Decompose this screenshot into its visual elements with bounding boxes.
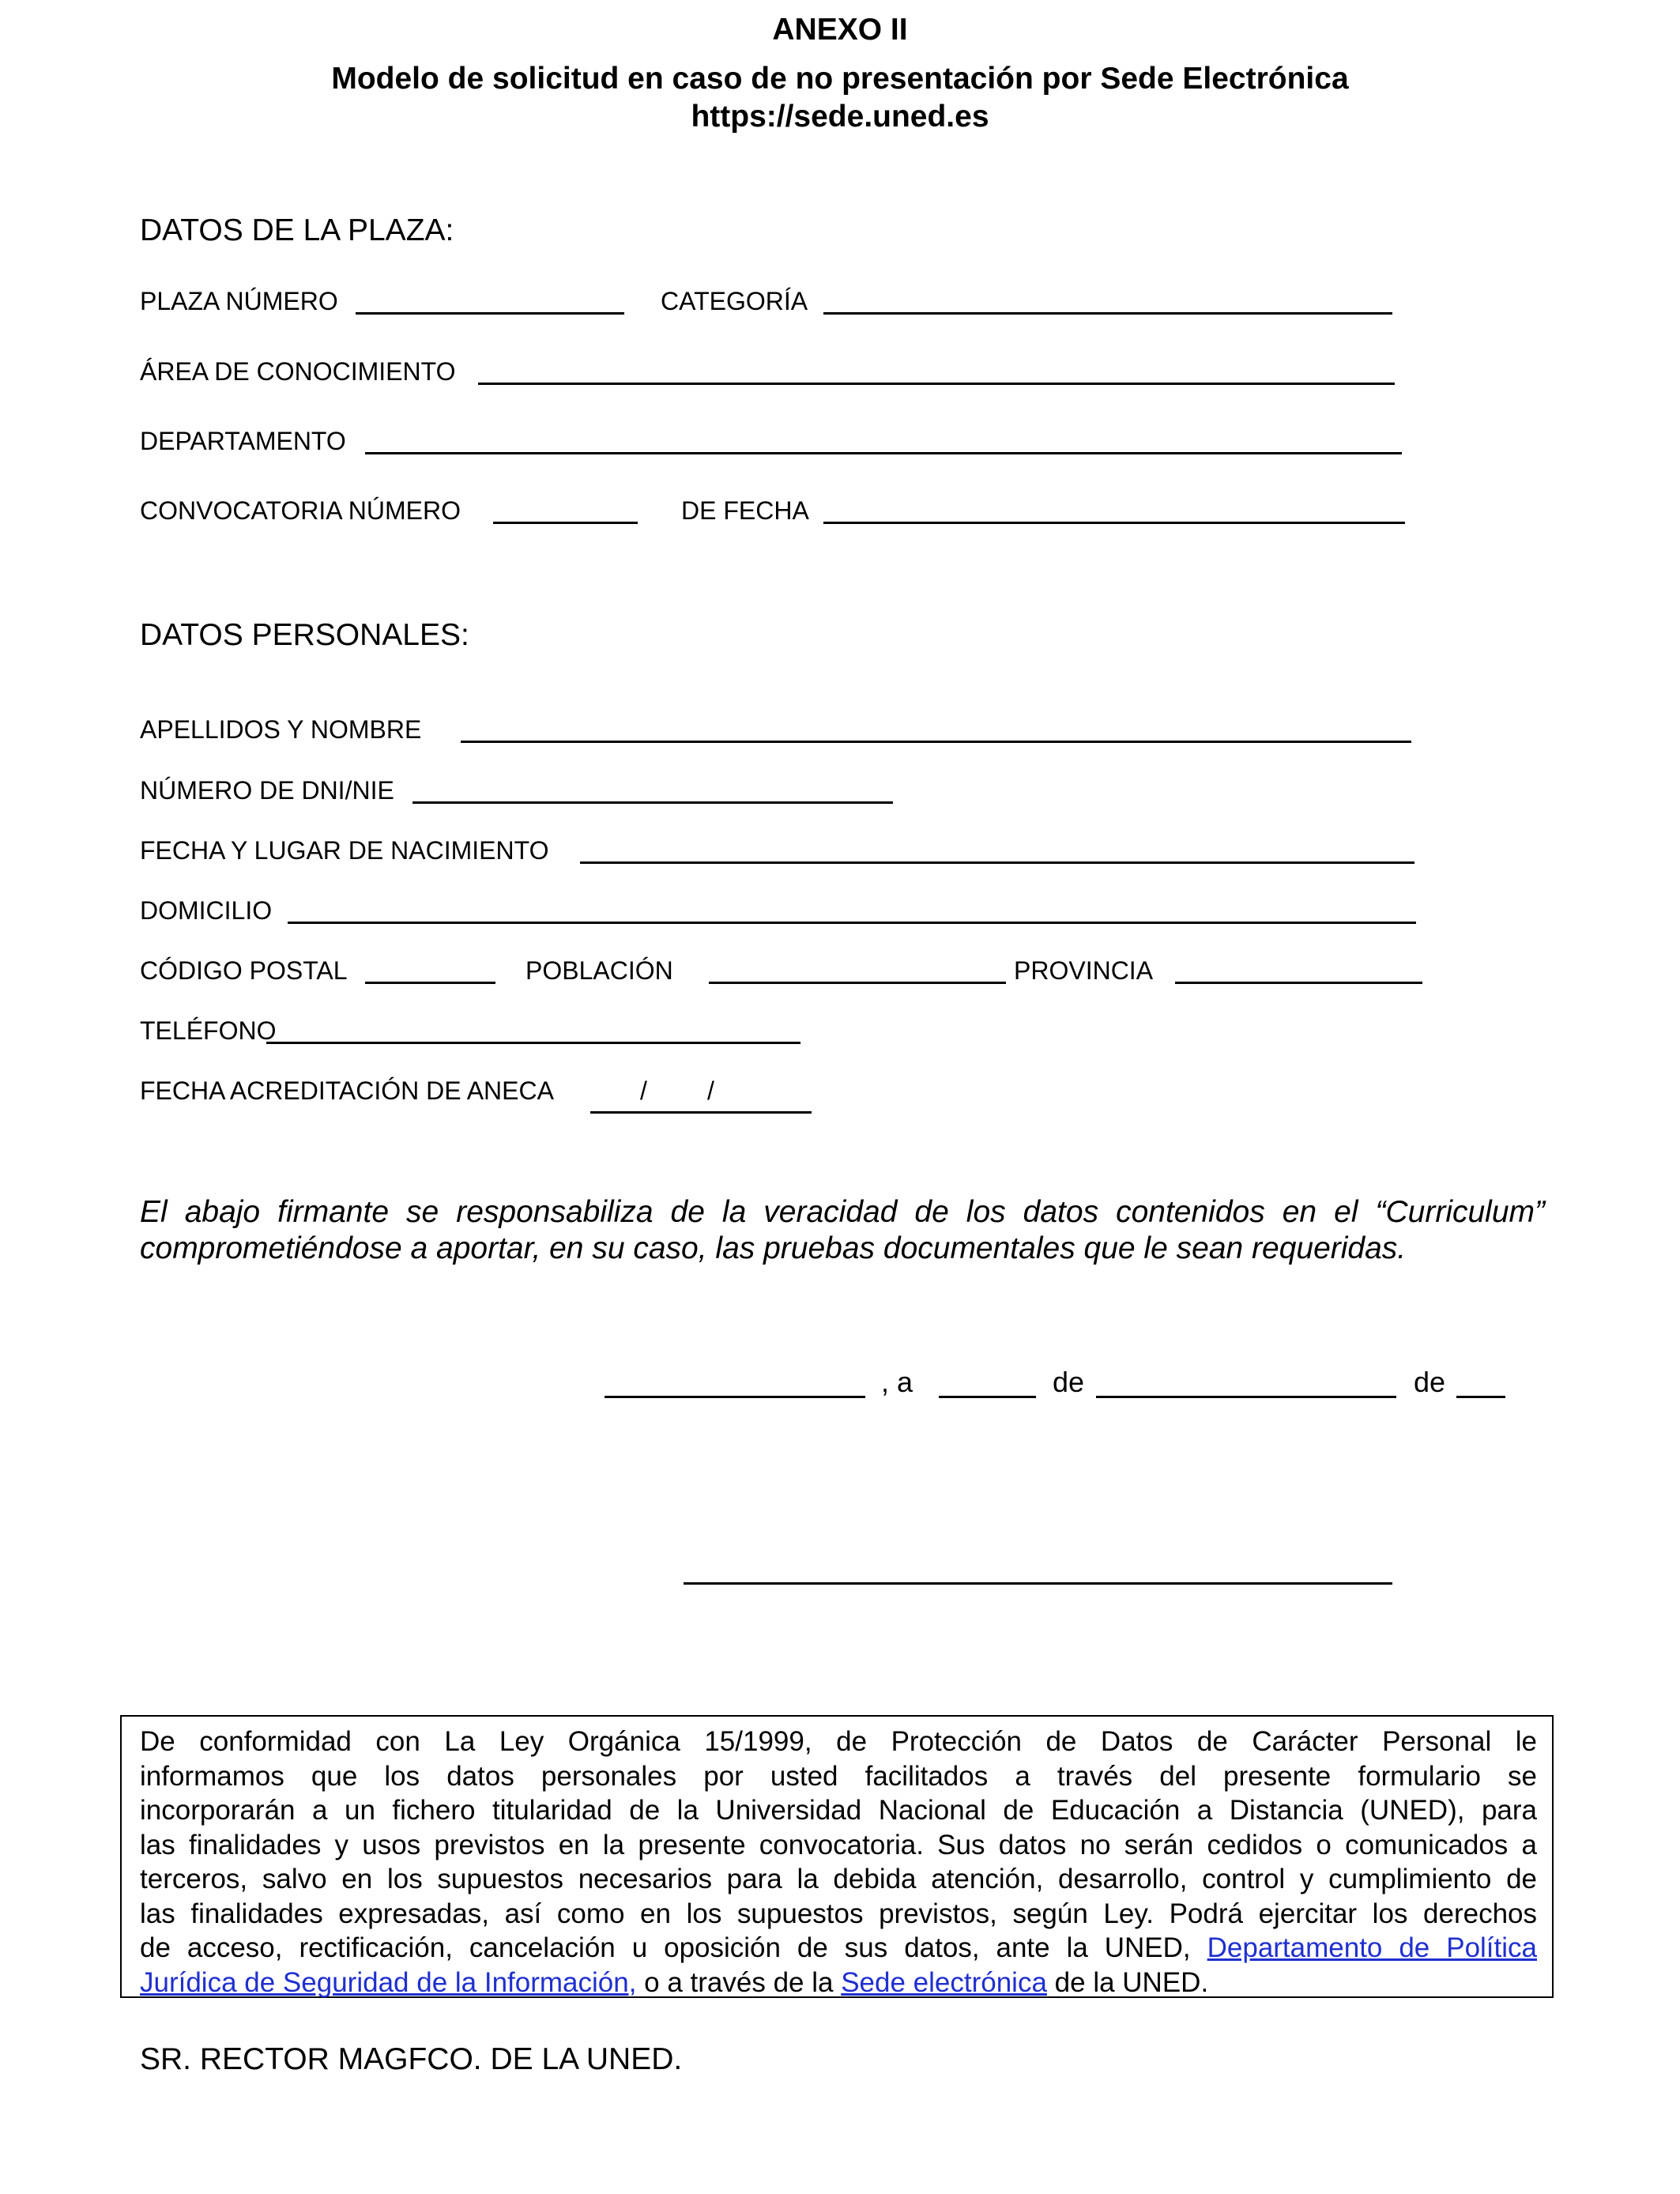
field-area-conocimiento[interactable]: [478, 383, 1395, 385]
field-lugar[interactable]: [605, 1396, 865, 1398]
privacy-line-3: incorporarán a un fichero titularidad de la Universidad Nacional de Educación a Distancia (UNED), para: [140, 1795, 1537, 1826]
date-de-label-1: de: [1053, 1366, 1085, 1398]
label-area-conocimiento: ÁREA DE CONOCIMIENTO: [140, 357, 456, 386]
field-fecha-acreditacion-aneca[interactable]: [590, 1111, 812, 1114]
section-title-plaza: DATOS DE LA PLAZA:: [140, 213, 454, 247]
signature-line[interactable]: [684, 1582, 1392, 1585]
section-title-personales: DATOS PERSONALES:: [140, 618, 469, 652]
field-dia[interactable]: [939, 1396, 1036, 1398]
date-slash-1: /: [640, 1076, 647, 1105]
label-plaza-numero: PLAZA NÚMERO: [140, 287, 338, 315]
privacy-line-8-mid: o a través de la: [636, 1966, 842, 1998]
link-sede-electronica[interactable]: Sede electrónica: [841, 1966, 1047, 1998]
label-de-fecha: DE FECHA: [681, 496, 809, 525]
field-mes[interactable]: [1096, 1396, 1396, 1398]
annex-title: ANEXO II: [772, 13, 908, 47]
label-apellidos-nombre: APELLIDOS Y NOMBRE: [140, 715, 422, 744]
field-de-fecha[interactable]: [823, 522, 1405, 524]
privacy-line-7-text: de acceso, rectificación, cancelación u oposición de sus datos, ante la UNED,: [140, 1932, 1191, 1963]
label-categoria: CATEGORÍA: [661, 287, 808, 315]
label-poblacion: POBLACIÓN: [525, 956, 673, 985]
privacy-line-1: De conformidad con La Ley Orgánica 15/1999, de Protección de Datos de Carácter Personal le: [140, 1726, 1537, 1757]
addressee: SR. RECTOR MAGFCO. DE LA UNED.: [140, 2042, 683, 2076]
declaration-text: [140, 1195, 1545, 1266]
field-anio[interactable]: [1456, 1396, 1505, 1398]
declaration-line-1: El abajo firmante se responsabiliza de la veracidad de los datos contenidos en el “Curriculum”: [140, 1195, 1545, 1229]
field-provincia[interactable]: [1175, 982, 1422, 984]
sede-url: https://sede.uned.es: [691, 100, 989, 134]
field-plaza-numero[interactable]: [356, 312, 624, 315]
label-departamento: DEPARTAMENTO: [140, 427, 346, 455]
field-poblacion[interactable]: [709, 982, 1006, 984]
field-codigo-postal[interactable]: [365, 982, 495, 984]
label-convocatoria-numero: CONVOCATORIA NÚMERO: [140, 496, 461, 525]
label-fecha-lugar-nacimiento: FECHA Y LUGAR DE NACIMIENTO: [140, 836, 549, 865]
privacy-notice-text: [140, 1725, 1537, 2000]
privacy-line-8-end: de la UNED.: [1046, 1966, 1209, 1998]
label-domicilio: DOMICILIO: [140, 896, 273, 925]
label-dni-nie: NÚMERO DE DNI/NIE: [140, 776, 394, 805]
privacy-line-5: terceros, salvo en los supuestos necesarios para la debida atención, desarrollo, control y cumplimiento de: [140, 1864, 1537, 1894]
date-de-label-2: de: [1414, 1366, 1446, 1398]
field-departamento[interactable]: [365, 452, 1402, 454]
date-slash-2: /: [707, 1076, 714, 1105]
field-dni-nie[interactable]: [412, 801, 893, 804]
privacy-line-4: las finalidades y usos previstos en la presente convocatoria. Sus datos no serán cedidos o comunicados a: [140, 1829, 1537, 1860]
privacy-line-6: las finalidades expresadas, así como en los supuestos previstos, según Ley. Podrá ejercitar los derechos: [140, 1898, 1537, 1929]
field-domicilio[interactable]: [288, 922, 1416, 924]
date-a-label: , a: [881, 1366, 913, 1398]
field-telefono[interactable]: [266, 1042, 800, 1044]
field-apellidos-nombre[interactable]: [461, 741, 1411, 743]
link-departamento-politica[interactable]: Departamento de Política: [1207, 1932, 1537, 1963]
label-provincia: PROVINCIA: [1014, 956, 1154, 985]
privacy-line-8: [140, 1966, 1537, 2000]
label-telefono: TELÉFONO: [140, 1016, 277, 1045]
field-fecha-lugar-nacimiento[interactable]: [580, 861, 1414, 864]
label-codigo-postal: CÓDIGO POSTAL: [140, 956, 348, 985]
link-juridica-seguridad[interactable]: Jurídica de Seguridad de la Información,: [140, 1966, 637, 1998]
privacy-line-2: informamos que los datos personales por usted facilitados a través del presente formulario se: [140, 1760, 1537, 1792]
privacy-line-7: [140, 1931, 1537, 1966]
label-fecha-acreditacion-aneca: FECHA ACREDITACIÓN DE ANECA: [140, 1076, 554, 1105]
declaration-line-2: comprometiéndose a aportar, en su caso, las pruebas documentales que le sean requeridas.: [140, 1231, 1407, 1265]
field-convocatoria-numero[interactable]: [493, 522, 638, 524]
form-subtitle: Modelo de solicitud en caso de no presentación por Sede Electrónica: [331, 62, 1349, 96]
field-categoria[interactable]: [823, 312, 1392, 315]
